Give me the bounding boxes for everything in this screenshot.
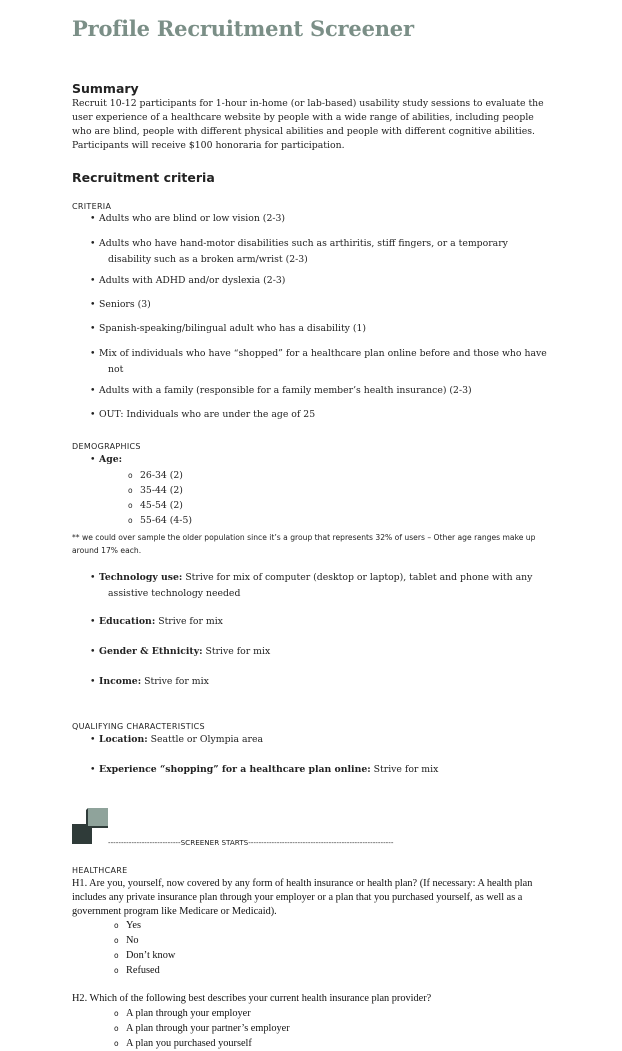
answer-option: o A plan through your employer <box>114 1008 251 1019</box>
answer-option: o Don’t know <box>114 950 176 961</box>
question-h1: H1. Are you, yourself, now covered by any form of health insurance or health plan? (If necessary: A health plan includes any private insurance plan through your employer or a plan that you purchased yourself, as well as a government program like Medicare or Medicaid). <box>72 878 533 917</box>
demographic-item: • Technology use: Strive for mix of computer (desktop or laptop), tablet and phone with any assistive technology needed <box>90 572 533 599</box>
age-range: o 45-54 (2) <box>128 500 183 511</box>
answer-option: o A plan through your partner’s employer <box>114 1023 290 1034</box>
criteria-item: • Adults with a family (responsible for a family member’s health insurance) (2-3) <box>90 385 472 396</box>
age-range: o 35-44 (2) <box>128 485 183 496</box>
criteria-item: • Seniors (3) <box>90 299 151 310</box>
criteria-item: • Adults who are blind or low vision (2-3) <box>90 213 286 224</box>
age-range: o 26-34 (2) <box>128 470 183 481</box>
demographic-item: • Education: Strive for mix <box>90 616 223 627</box>
criteria-label: CRITERIA <box>72 202 112 211</box>
answer-option: o Refused <box>114 965 160 976</box>
criteria-item: • Adults who have hand-motor disabilities such as arthiritis, stiff fingers, or a temporary disability such as a broken arm/wrist (2-3) <box>90 238 508 265</box>
summary-text: Recruit 10-12 participants for 1-hour in-home (or lab-based) usability study sessions to evaluate the user experience of a healthcare website by people with a wide range of abilities, including people who are blind, people with different physical abilities and people with different cognitive abilities. Participants will receive $100 honoraria for participation. <box>72 98 544 151</box>
age-item: • Age: <box>90 454 123 465</box>
screener-divider: ----------------------------SCREENER STARTS-------------------------------------------------------- <box>108 838 394 847</box>
demographic-item: • Income: Strive for mix <box>90 676 209 687</box>
qualifying-label: QUALIFYING CHARACTERISTICS <box>72 722 205 731</box>
question-h2: H2. Which of the following best describes your current health insurance plan provider? <box>72 993 432 1004</box>
age-note: ** we could over sample the older population since it’s a group that represents 32% of users – Other age ranges make up around 17% each. <box>72 533 536 555</box>
criteria-item: • Spanish-speaking/bilingual adult who has a disability (1) <box>90 323 367 334</box>
criteria-item: • Adults with ADHD and/or dyslexia (2-3) <box>90 275 286 286</box>
answer-option: o Yes <box>114 920 141 931</box>
demographic-item: • Gender & Ethnicity: Strive for mix <box>90 646 271 657</box>
demographics-label: DEMOGRAPHICS <box>72 442 141 451</box>
answer-option: o A plan you purchased yourself <box>114 1038 252 1049</box>
age-range: o 55-64 (4-5) <box>128 515 192 526</box>
criteria-item: • OUT: Individuals who are under the age of 25 <box>90 409 316 420</box>
qualifying-item: • Experience “shopping” for a healthcare plan online: Strive for mix <box>90 764 439 775</box>
healthcare-label: HEALTHCARE <box>72 866 128 875</box>
answer-option: o No <box>114 935 139 946</box>
recruitment-heading: Recruitment criteria <box>72 170 215 185</box>
page-title: Profile Recruitment Screener <box>72 16 414 41</box>
summary-heading: Summary <box>72 81 139 96</box>
criteria-item: • Mix of individuals who have “shopped” for a healthcare plan online before and those who have not <box>90 348 547 375</box>
brand-logo-icon <box>72 808 108 844</box>
qualifying-item: • Location: Seattle or Olympia area <box>90 734 264 745</box>
